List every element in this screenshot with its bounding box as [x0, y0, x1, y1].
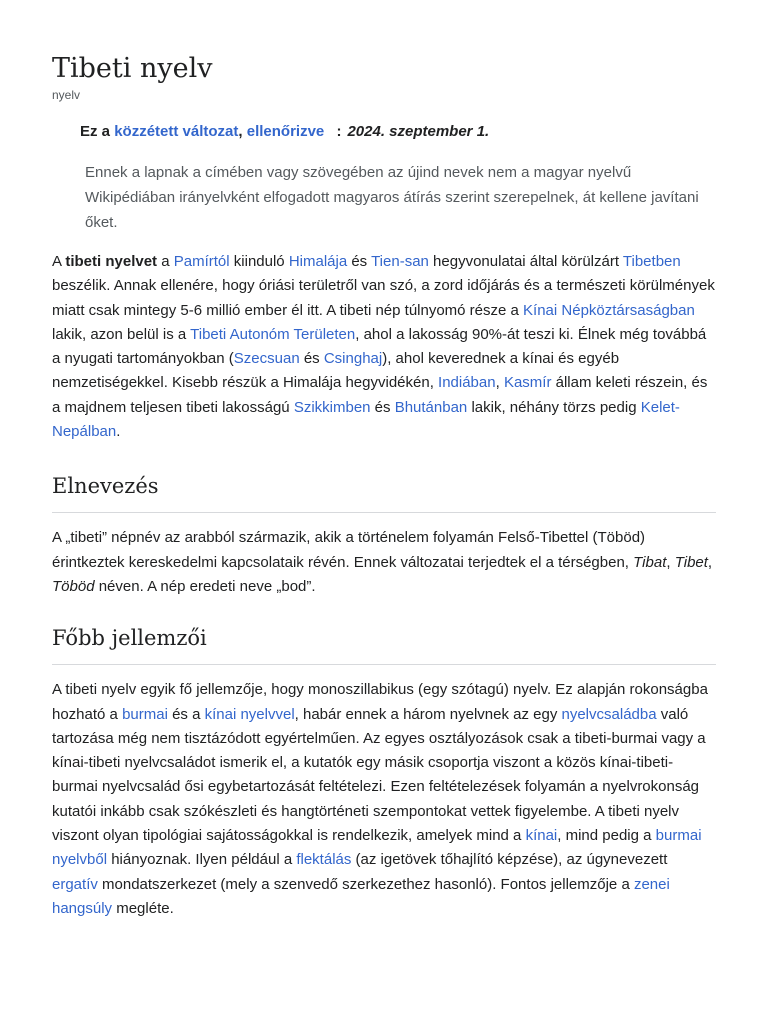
text: (az igetövek tőhajlító képzése), az úgynevezett: [351, 851, 668, 869]
revision-colon: :: [336, 123, 342, 140]
checked-link[interactable]: ellenőrizve: [246, 123, 325, 140]
link-kelet-nepal[interactable]: Kelet-Nepálban: [52, 398, 680, 441]
link-nyelvcsalad[interactable]: nyelvcsaládba: [561, 705, 657, 723]
link-flektalas[interactable]: flektálás: [296, 851, 352, 869]
text: , ahol a lakosság 90%-át teszi ki. Élnek még továbbá a nyugati tartományokban (: [52, 325, 707, 368]
text: hiányoznak. Ilyen például a: [107, 851, 297, 869]
revision-prefix: Ez a: [80, 123, 111, 140]
text: A „tibeti” népnév az arabból származik, akik a történelem folyamán Felső-Tibettel (Töböd) érintkeztek kereskedelmi kapcsolataik révén. Ennek változatai terjedtek el a térségben,: [52, 529, 646, 571]
text: és: [299, 350, 324, 368]
link-kinai-nepkoztarsasag[interactable]: Kínai Népköztársaságban: [523, 301, 695, 319]
italic-term: Tibat: [633, 553, 667, 571]
text: néven. A nép eredeti neve „bod”.: [94, 577, 316, 595]
text: megléte.: [112, 899, 174, 917]
section-heading-fobb-jellemzoi: Főbb jellemzői: [52, 623, 716, 665]
published-version-link[interactable]: közzétett változat: [114, 123, 239, 140]
link-csinghaj[interactable]: Csinghaj: [323, 350, 383, 368]
link-kasmir[interactable]: Kasmír: [503, 374, 552, 392]
text: a: [157, 253, 174, 270]
link-szecsuan[interactable]: Szecsuan: [233, 350, 300, 368]
revision-date: 2024. szeptember 1.: [347, 123, 490, 140]
text: ,: [495, 374, 504, 392]
revision-info: [80, 122, 716, 142]
elnevezes-paragraph: [52, 526, 716, 599]
text: , habár ennek a három nyelvnek az egy: [294, 705, 562, 723]
link-kinai-nyelv[interactable]: kínai nyelvvel: [204, 705, 295, 723]
text: lakik, néhány törzs pedig: [467, 398, 641, 416]
text: , mind pedig a: [557, 827, 656, 845]
revision-comma: ,: [238, 123, 243, 140]
text: mondatszerkezet (mely a szenvedő szerkezethez hasonló). Fontos jellemzője a: [97, 875, 634, 893]
link-pamir[interactable]: Pamírtól: [173, 253, 230, 270]
link-himalaja[interactable]: Himalája: [288, 253, 348, 270]
text: ,: [707, 553, 713, 571]
text: A: [52, 253, 66, 270]
text: és: [370, 398, 395, 416]
intro-paragraph: [52, 250, 716, 444]
link-kinai[interactable]: kínai: [525, 827, 558, 845]
link-tibet[interactable]: Tibetben: [622, 253, 681, 270]
text: hegyvonulatai által körülzárt: [428, 253, 623, 270]
italic-term: Tibet: [674, 553, 708, 571]
page-title: Tibeti nyelv: [52, 53, 213, 84]
text: és a: [167, 705, 205, 723]
section-heading-elnevezes: Elnevezés: [52, 471, 716, 513]
text: lakik, azon belül is a: [52, 325, 191, 343]
link-tien-san[interactable]: Tien-san: [371, 253, 429, 270]
link-szikkim[interactable]: Szikkimben: [293, 398, 371, 416]
italic-term: Töböd: [52, 577, 95, 595]
text: .: [116, 423, 121, 441]
jellemzoi-paragraph: [52, 678, 716, 921]
text: való tartozása még nem tisztázódott egyértelműen. Az egyes osztályozások csak a tibeti-burmai vagy a kínai-tibeti nyelvcsaládot ismerik el, a kutatók egy másik csoportja viszont a közös kínai-tibeti-burmai nyelvcsalád ősi egybetartozását feltételezi. Ezen feltételezések folyamán a nyelvrokonság kutatói inkább csak szókészleti és hangtörténeti szempontokat vettek figyelembe. A tibeti nyelv viszont olyan tipológiai sajátosságokkal is rendelkezik, amelyek mind a: [52, 705, 706, 845]
text: és: [347, 253, 372, 270]
link-bhutan[interactable]: Bhutánban: [394, 398, 468, 416]
text: állam keleti részein, és a majdnem teljesen tibeti lakosságú: [52, 374, 708, 416]
transliteration-notice: Ennek a lapnak a címében vagy szövegében az újind nevek nem a magyar nyelvű Wikipédiában irányelvként elfogadott magyaros átírás szerint szerepelnek, át kellene javítani őket.: [85, 164, 699, 231]
link-tibeti-autonom-terulet[interactable]: Tibeti Autonóm Területen: [190, 325, 356, 343]
text: ,: [666, 553, 675, 571]
text: ), ahol keverednek a kínai és egyéb nemzetiségekkel. Kisebb részük a Himalája hegyvidékén,: [52, 350, 620, 392]
text: A tibeti nyelv egyik fő jellemzője, hogy monoszillabikus (egy szótagú) nyelv. Ez alapján rokonságba hozható a: [52, 681, 708, 723]
link-zenei-hangsuly[interactable]: zenei hangsúly: [52, 875, 670, 917]
link-ergativ[interactable]: ergatív: [52, 875, 98, 893]
text: kiinduló: [229, 253, 289, 270]
text: beszélik. Annak ellenére, hogy óriási területről van szó, a zord időjárás és a természeti körülmények miatt csak mintegy 5-6 millió ember él itt. A tibeti nép túlnyomó része a: [52, 277, 715, 319]
page-subtitle: nyelv: [52, 88, 81, 102]
bold-term: tibeti nyelvet: [65, 253, 158, 270]
link-burmai[interactable]: burmai: [122, 705, 168, 723]
link-burmai-nyelv[interactable]: burmai nyelvből: [52, 827, 702, 869]
link-india[interactable]: Indiában: [438, 374, 496, 392]
